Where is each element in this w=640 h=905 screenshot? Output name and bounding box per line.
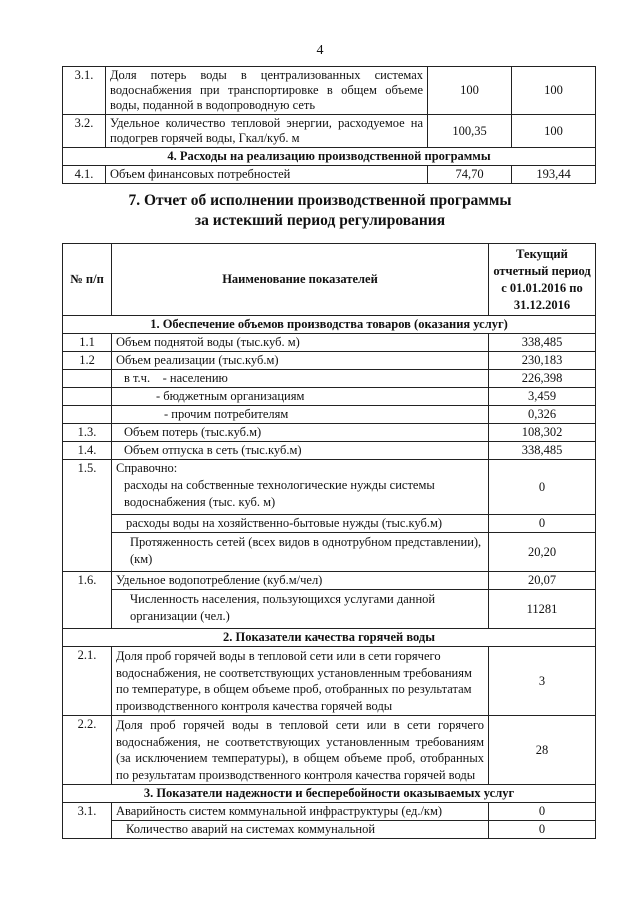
table-row [63, 590, 596, 629]
header-name: Наименование показателей [112, 244, 489, 316]
indicator-name: Доля потерь воды в централизованных системах водоснабжения при транспортировке в общем объеме воды, поданной в водопроводную сеть [106, 67, 428, 115]
value-cell: 226,398 [489, 370, 596, 388]
indicator-name: Справочно: [112, 460, 489, 477]
table-header-row [63, 244, 596, 316]
table-row [63, 442, 596, 460]
value-cell: 74,70 [428, 166, 512, 184]
table-row [63, 647, 596, 716]
heading-line-1: 7. Отчет об исполнении производственной программы [128, 192, 512, 209]
row-number: 3.1. [63, 67, 106, 115]
table-row [63, 515, 596, 533]
heading-line-2: за истекший период регулирования [194, 212, 446, 229]
header-num: № п/п [63, 244, 112, 316]
row-number [63, 370, 112, 388]
value-cell: 100 [428, 67, 512, 115]
indicator-name: Доля проб горячей воды в тепловой сети или в сети горячего водоснабжения, не соответствующих установленным требованиям (за исключением температуры), в общем объеме проб, отобранных по результатам производственного контроля качества горячей воды [112, 716, 489, 785]
value-cell: 11281 [489, 590, 596, 629]
row-number [63, 388, 112, 406]
value-cell: 0 [489, 803, 596, 821]
value-cell: 0 [489, 821, 596, 839]
section-title: 3. Показатели надежности и бесперебойности оказываемых услуг [63, 785, 596, 803]
value-cell: 338,485 [489, 442, 596, 460]
table-top [62, 66, 596, 184]
indicator-name: - бюджетным организациям [112, 388, 489, 406]
table-row [63, 406, 596, 424]
indicator-name: Объем потерь (тыс.куб.м) [112, 424, 489, 442]
table-row [63, 572, 596, 590]
value-cell: 0,326 [489, 406, 596, 424]
value-cell: 100 [512, 67, 596, 115]
value-cell: 0 [489, 515, 596, 533]
table-row [63, 460, 596, 477]
value-cell: 3 [489, 647, 596, 716]
section-row [63, 629, 596, 647]
table-row [63, 352, 596, 370]
table-main [62, 243, 596, 839]
row-number: 1.3. [63, 424, 112, 442]
table-row [63, 821, 596, 839]
indicator-name: расходы воды на хозяйственно-бытовые нужды (тыс.куб.м) [112, 515, 489, 533]
row-number: 2.1. [63, 647, 112, 716]
indicator-name: Аварийность систем коммунальной инфраструктуры (ед./км) [112, 803, 489, 821]
indicator-name: расходы на собственные технологические нужды системы водоснабжения (тыс. куб. м) [112, 476, 489, 515]
value-cell: 0 [489, 460, 596, 515]
section-heading [0, 191, 640, 231]
value-cell: 20,20 [489, 533, 596, 572]
row-number: 1.5. [63, 460, 112, 572]
row-number: 3.2. [63, 115, 106, 148]
row-number: 1.4. [63, 442, 112, 460]
value-cell: 338,485 [489, 334, 596, 352]
value-cell: 3,459 [489, 388, 596, 406]
row-number: 2.2. [63, 716, 112, 785]
table-row [63, 334, 596, 352]
indicator-name: Объем реализации (тыс.куб.м) [112, 352, 489, 370]
indicator-name: Объем отпуска в сеть (тыс.куб.м) [112, 442, 489, 460]
indicator-name: Количество аварий на системах коммунальной [112, 821, 489, 839]
table-row [63, 166, 596, 184]
table-row [63, 388, 596, 406]
table-row [63, 370, 596, 388]
section-row [63, 785, 596, 803]
row-number: 4.1. [63, 166, 106, 184]
table-row [63, 533, 596, 572]
indicator-name: Численность населения, пользующихся услугами данной организации (чел.) [112, 590, 489, 629]
value-cell: 28 [489, 716, 596, 785]
value-cell: 230,183 [489, 352, 596, 370]
row-number: 1.1 [63, 334, 112, 352]
row-number [63, 406, 112, 424]
indicator-name: Объем финансовых потребностей [106, 166, 428, 184]
value-cell: 108,302 [489, 424, 596, 442]
value-cell: 193,44 [512, 166, 596, 184]
table-row [63, 716, 596, 785]
table-row [63, 115, 596, 148]
indicator-name: Объем поднятой воды (тыс.куб. м) [112, 334, 489, 352]
indicator-name: Удельное количество тепловой энергии, расходуемое на подогрев горячей воды, Гкал/куб. м [106, 115, 428, 148]
section-row [63, 316, 596, 334]
section-title: 2. Показатели качества горячей воды [63, 629, 596, 647]
table-row [63, 67, 596, 115]
row-number: 1.6. [63, 572, 112, 629]
page-number: 4 [316, 43, 324, 58]
table-row [63, 803, 596, 821]
table-row [63, 424, 596, 442]
value-cell: 100 [512, 115, 596, 148]
value-cell: 100,35 [428, 115, 512, 148]
indicator-name: Доля проб горячей воды в тепловой сети или в сети горячего водоснабжения, не соответствующих установленным требованиям по температуре, в общем объеме проб, отобранных по результатам производственного контроля качества горячей воды [112, 647, 489, 716]
indicator-name: Протяженность сетей (всех видов в однотрубном представлении), (км) [112, 533, 489, 572]
indicator-name: в т.ч. - населению [112, 370, 489, 388]
section-title: 1. Обеспечение объемов производства товаров (оказания услуг) [63, 316, 596, 334]
header-period: Текущий отчетный период с 01.01.2016 по 31.12.2016 [489, 244, 596, 316]
row-number: 1.2 [63, 352, 112, 370]
section-title: 4. Расходы на реализацию производственной программы [63, 148, 596, 166]
indicator-name: Удельное водопотребление (куб.м/чел) [112, 572, 489, 590]
indicator-name: - прочим потребителям [112, 406, 489, 424]
row-number: 3.1. [63, 803, 112, 839]
value-cell: 20,07 [489, 572, 596, 590]
section-row [63, 148, 596, 166]
